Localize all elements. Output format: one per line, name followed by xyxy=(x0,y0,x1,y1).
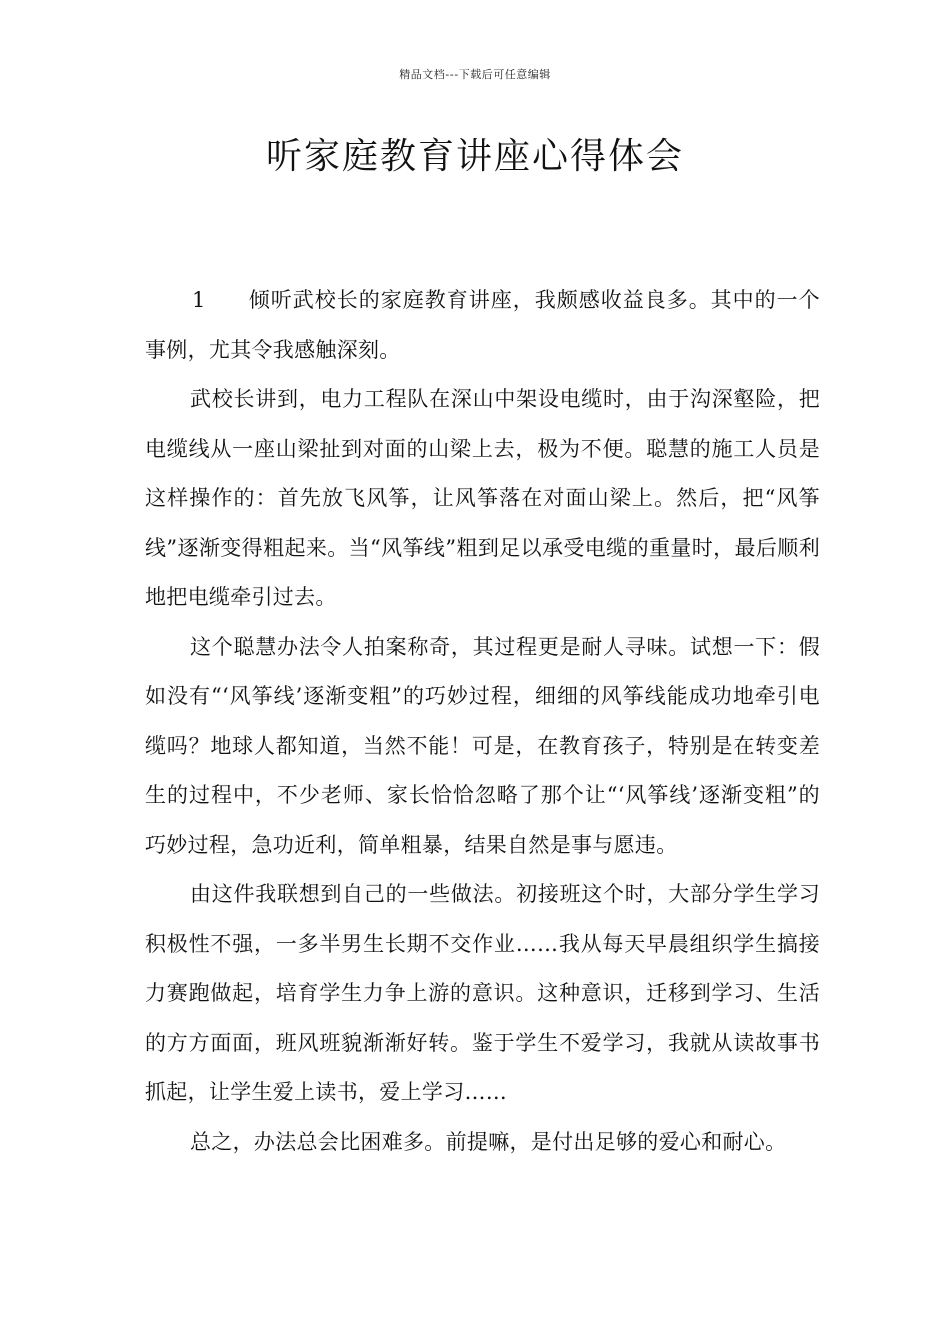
document-title: 听家庭教育讲座心得体会 xyxy=(265,136,684,177)
header-note: 精品文档---下载后可任意编辑 xyxy=(399,68,551,81)
paragraph-5: 总之，办法总会比困难多。前提嘛，是付出足够的爱心和耐心。 xyxy=(190,1129,787,1154)
paragraph-4: 由这件我联想到自己的一些做法。初接班这个时，大部分学生学习积极性不强，一多半男生长期不交作业……我从每天早晨组织学生搞接力赛跑做起，培育学生力争上游的意识。这种意识，迁移到学习、生活的方方面面，班风班貌渐渐好转。鉴于学生不爱学习，我就从读故事书抓起，让学生爱上读书，爱上学习…… xyxy=(145,882,820,1104)
paragraph-number: 1 xyxy=(192,288,206,312)
paragraph-3: 这个聪慧办法令人拍案称奇，其过程更是耐人寻味。试想一下：假如没有“‘风筝线’逐渐变粗”的巧妙过程，细细的风筝线能成功地牵引电缆吗？地球人都知道，当然不能！可是，在教育孩子，特别是在转变差生的过程中，不少老师、家长恰恰忽略了那个让“‘风筝线’逐渐变粗”的巧妙过程，急功近利，简单粗暴，结果自然是事与愿违。 xyxy=(145,634,820,857)
paragraph-1 xyxy=(145,276,820,375)
paragraph-2: 武校长讲到，电力工程队在深山中架设电缆时，由于沟深壑险，把电缆线从一座山梁扯到对面的山梁上去，极为不便。聪慧的施工人员是这样操作的：首先放飞风筝，让风筝落在对面山梁上。然后，把“风筝线”逐渐变得粗起来。当“风筝线”粗到足以承受电缆的重量时，最后顺利地把电缆牵引过去。 xyxy=(145,387,820,609)
document-body xyxy=(145,276,820,1167)
paragraph-1-text: 倾听武校长的家庭教育讲座，我颇感收益良多。其中的一个事例，尤其令我感触深刻。 xyxy=(145,288,820,362)
